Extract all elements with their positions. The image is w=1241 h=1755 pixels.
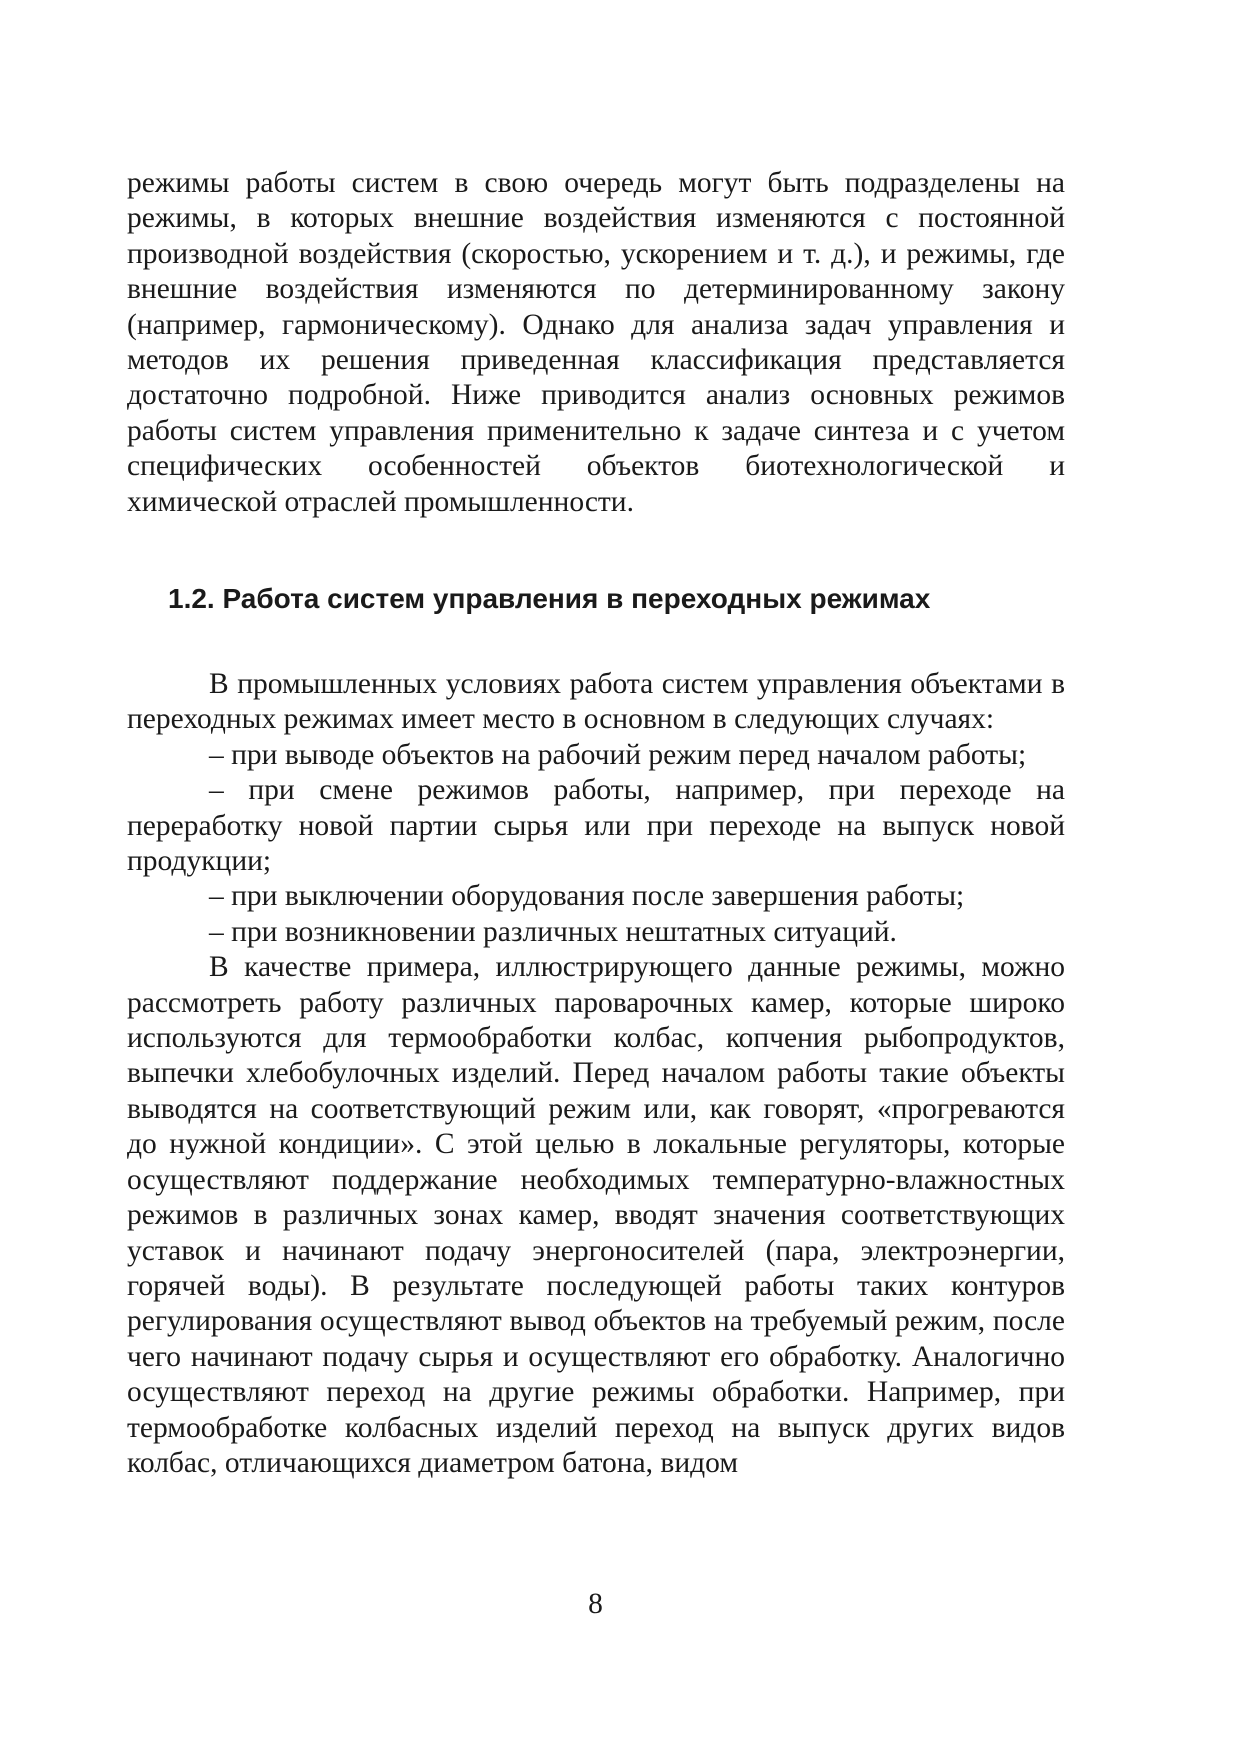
section-intro-paragraph: В промышленных условиях работа систем управления объектами в переходных режимах имеет место в основном в следующих случаях: — [127, 668, 1065, 736]
list-item: – при смене режимов работы, например, при переходе на переработку новой партии сырья или при переходе на выпуск новой продукции; — [127, 774, 1065, 878]
list-item: – при выводе объектов на рабочий режим перед началом работы; — [209, 738, 1027, 771]
list-item: – при выключении оборудования после завершения работы; — [209, 880, 965, 913]
example-paragraph: В качестве примера, иллюстрирующего данные режимы, можно рассмотреть работу различных пароварочных камер, которые широко используются для термообработки колбас, копчения рыбопродуктов, выпечки хлебобулочных изделий. Перед началом работы такие объекты выводятся на соответствующий режим или, как говорят, «прогреваются до нужной кондиции». С этой целью в локальные регуляторы, которые осуществляют поддержание необходимых температурно-влажностных режимов в различных зонах камер, вводят значения соответствующих уставок и начинают подачу энергоносителей (пара, электроэнергии, горячей воды). В результате последующей работы таких контуров регулирования осуществляют вывод объектов на требуемый режим, после чего начинают подачу сырья и осуществляют его обработку. Аналогично осуществляют переход на другие режимы обработки. Например, при термообработке колбасных изделий переход на выпуск других видов колбас, отличающихся диаметром батона, видом — [127, 951, 1065, 1479]
section-body — [127, 667, 1065, 1481]
section-heading: 1.2. Работа систем управления в переходных режимах — [168, 583, 931, 614]
intro-text-block — [127, 166, 1065, 520]
page-number: 8 — [588, 1588, 603, 1620]
list-item: – при возникновении различных нештатных ситуаций. — [209, 915, 897, 948]
intro-paragraph: режимы работы систем в свою очередь могут быть подразделены на режимы, в которых внешние воздействия изменяются с постоянной производной воздействия (скоростью, ускорением и т. д.), и режимы, где внешние воздействия изменяются по детерминированному закону (например, гармоническому). Однако для анализа задач управления и методов их решения приведенная классификация представляется достаточно подробной. Ниже приводится анализ основных режимов работы систем управления применительно к задаче синтеза и с учетом специфических особенностей объектов биотехнологической и химической отраслей промышленности. — [127, 167, 1065, 518]
